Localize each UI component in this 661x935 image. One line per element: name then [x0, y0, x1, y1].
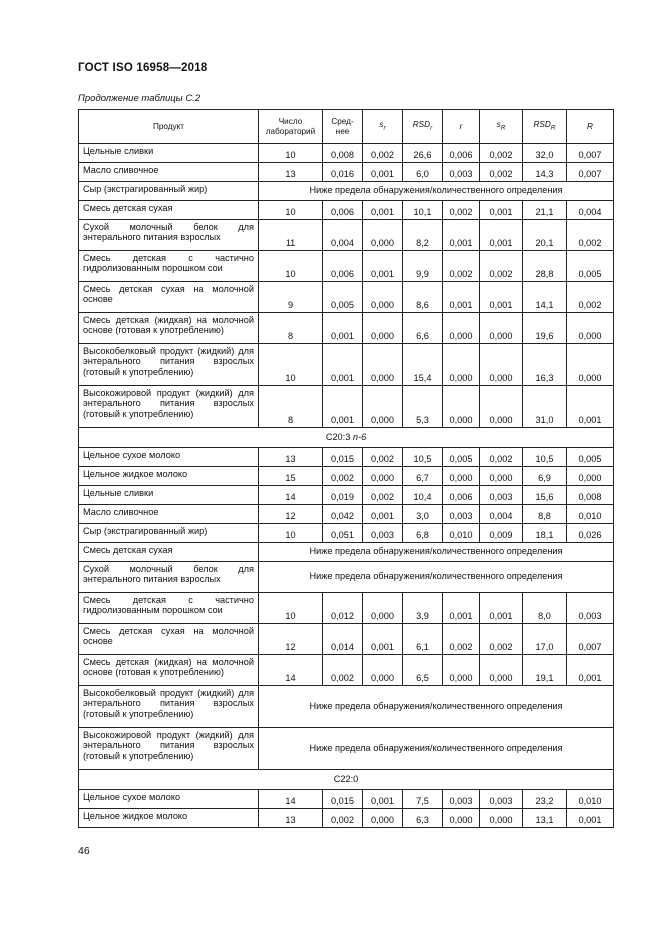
value-cell-sr: 0,002: [363, 486, 403, 505]
value-cell-r-small: 0,003: [443, 790, 480, 809]
below-detection-note: Ниже предела обнаружения/количественного определения: [259, 728, 614, 770]
value-cell-labs: 9: [259, 282, 323, 313]
value-cell-R-large: 0,002: [567, 282, 614, 313]
table-row: [79, 448, 614, 467]
table-row: [79, 809, 614, 828]
value-cell-labs: 8: [259, 313, 323, 344]
product-cell: Масло сливочное: [79, 163, 259, 182]
header-rsdr-base: RSD: [412, 120, 431, 130]
table-row: [79, 313, 614, 344]
section-row: [79, 770, 614, 790]
table-row: [79, 182, 614, 201]
product-cell: Высокобелковый продукт (жидкий) для энтерального питания взрослых (готовый к употреблению): [79, 344, 259, 386]
header-sR: [480, 110, 523, 144]
value-cell-rsdr: 6,8: [403, 524, 443, 543]
table-row: [79, 505, 614, 524]
value-cell-sr: 0,000: [363, 386, 403, 428]
header-R: R: [567, 110, 614, 144]
value-cell-r-small: 0,003: [443, 505, 480, 524]
value-cell-rsdr: 3,0: [403, 505, 443, 524]
value-cell-sr: 0,001: [363, 163, 403, 182]
product-cell: Высокожировой продукт (жидкий) для энтерального питания взрослых (готовый к употреблению): [79, 386, 259, 428]
value-cell-mean: 0,001: [323, 344, 363, 386]
table-row: [79, 163, 614, 182]
table-row: [79, 562, 614, 593]
value-cell-rsdR: 16,3: [523, 344, 567, 386]
value-cell-rsdr: 3,9: [403, 593, 443, 624]
value-cell-R-large: 0,005: [567, 251, 614, 282]
product-cell: Высокобелковый продукт (жидкий) для энтерального питания взрослых (готовый к употреблению): [79, 686, 259, 728]
value-cell-sr: 0,000: [363, 313, 403, 344]
value-cell-r-small: 0,000: [443, 386, 480, 428]
table-row: [79, 790, 614, 809]
product-cell: Высокожировой продукт (жидкий) для энтерального питания взрослых (готовый к употреблению): [79, 728, 259, 770]
value-cell-mean: 0,002: [323, 655, 363, 686]
value-cell-rsdr: 6,5: [403, 655, 443, 686]
value-cell-rsdR: 14,1: [523, 282, 567, 313]
value-cell-mean: 0,051: [323, 524, 363, 543]
table-caption: Продолжение таблицы С.2: [78, 93, 201, 104]
value-cell-sR: 0,000: [480, 313, 523, 344]
value-cell-sR: 0,002: [480, 144, 523, 163]
value-cell-mean: 0,006: [323, 201, 363, 220]
product-cell: Смесь детская сухая на молочной основе: [79, 282, 259, 313]
value-cell-rsdr: 6,7: [403, 467, 443, 486]
value-cell-rsdR: 18,1: [523, 524, 567, 543]
header-rsdr-sub: r: [430, 125, 433, 133]
header-rsdR: [523, 110, 567, 144]
product-cell: Сыр (экстрагированный жир): [79, 524, 259, 543]
value-cell-sr: 0,000: [363, 282, 403, 313]
value-cell-r-small: 0,001: [443, 220, 480, 251]
value-cell-rsdr: 10,1: [403, 201, 443, 220]
value-cell-sR: 0,000: [480, 809, 523, 828]
table-row: [79, 686, 614, 728]
table-row: [79, 282, 614, 313]
precision-table: [78, 109, 614, 828]
header-sr: [363, 110, 403, 144]
header-sR-sub: R: [500, 125, 506, 133]
value-cell-R-large: 0,007: [567, 624, 614, 655]
value-cell-r-small: 0,000: [443, 809, 480, 828]
product-cell: Смесь детская (жидкая) на молочной основе (готовая к употреблению): [79, 655, 259, 686]
value-cell-labs: 10: [259, 201, 323, 220]
value-cell-sR: 0,002: [480, 448, 523, 467]
value-cell-sR: 0,009: [480, 524, 523, 543]
value-cell-labs: 14: [259, 790, 323, 809]
value-cell-rsdr: 7,5: [403, 790, 443, 809]
value-cell-R-large: 0,026: [567, 524, 614, 543]
value-cell-rsdr: 9,9: [403, 251, 443, 282]
value-cell-mean: 0,042: [323, 505, 363, 524]
value-cell-rsdR: 21,1: [523, 201, 567, 220]
product-cell: Цельное жидкое молоко: [79, 467, 259, 486]
value-cell-sR: 0,002: [480, 163, 523, 182]
product-cell: Смесь детская с частично гидролизованным порошком сои: [79, 251, 259, 282]
value-cell-rsdR: 6,9: [523, 467, 567, 486]
value-cell-R-large: 0,007: [567, 144, 614, 163]
value-cell-sR: 0,004: [480, 505, 523, 524]
value-cell-labs: 14: [259, 655, 323, 686]
table-body: [79, 144, 614, 828]
product-cell: Масло сливочное: [79, 505, 259, 524]
value-cell-r-small: 0,002: [443, 624, 480, 655]
table-row: [79, 486, 614, 505]
below-detection-note: Ниже предела обнаружения/количественного определения: [259, 562, 614, 593]
value-cell-mean: 0,002: [323, 809, 363, 828]
value-cell-labs: 11: [259, 220, 323, 251]
value-cell-sR: 0,001: [480, 220, 523, 251]
table-row: [79, 624, 614, 655]
value-cell-sR: 0,000: [480, 467, 523, 486]
value-cell-r-small: 0,002: [443, 251, 480, 282]
value-cell-mean: 0,001: [323, 313, 363, 344]
value-cell-rsdR: 19,1: [523, 655, 567, 686]
value-cell-r-small: 0,001: [443, 593, 480, 624]
table-row: [79, 386, 614, 428]
header-sr-sub: r: [383, 125, 386, 133]
table-row: [79, 344, 614, 386]
table-row: [79, 728, 614, 770]
value-cell-rsdR: 17,0: [523, 624, 567, 655]
value-cell-sR: 0,003: [480, 486, 523, 505]
value-cell-mean: 0,015: [323, 448, 363, 467]
value-cell-rsdr: 15,4: [403, 344, 443, 386]
product-cell: Смесь детская сухая на молочной основе: [79, 624, 259, 655]
value-cell-rsdR: 20,1: [523, 220, 567, 251]
value-cell-R-large: 0,000: [567, 467, 614, 486]
value-cell-R-large: 0,010: [567, 505, 614, 524]
value-cell-R-large: 0,008: [567, 486, 614, 505]
value-cell-mean: 0,008: [323, 144, 363, 163]
value-cell-sr: 0,000: [363, 809, 403, 828]
value-cell-rsdr: 26,6: [403, 144, 443, 163]
value-cell-R-large: 0,007: [567, 163, 614, 182]
value-cell-mean: 0,014: [323, 624, 363, 655]
below-detection-note: Ниже предела обнаружения/количественного определения: [259, 686, 614, 728]
value-cell-r-small: 0,001: [443, 282, 480, 313]
value-cell-r-small: 0,005: [443, 448, 480, 467]
value-cell-mean: 0,015: [323, 790, 363, 809]
value-cell-sr: 0,000: [363, 593, 403, 624]
value-cell-sR: 0,002: [480, 624, 523, 655]
value-cell-r-small: 0,000: [443, 344, 480, 386]
value-cell-sR: 0,000: [480, 386, 523, 428]
product-cell: Цельное сухое молоко: [79, 448, 259, 467]
section-label-main: C20:3: [325, 431, 351, 442]
value-cell-labs: 13: [259, 163, 323, 182]
header-product: Продукт: [79, 110, 259, 144]
value-cell-rsdr: 6,6: [403, 313, 443, 344]
value-cell-rsdr: 10,4: [403, 486, 443, 505]
header-sR-base: s: [496, 120, 501, 130]
value-cell-sr: 0,000: [363, 467, 403, 486]
value-cell-R-large: 0,000: [567, 313, 614, 344]
value-cell-sr: 0,000: [363, 220, 403, 251]
table-header-row: [79, 110, 614, 144]
header-sr-base: s: [379, 120, 384, 130]
value-cell-sR: 0,001: [480, 201, 523, 220]
product-cell: Смесь детская сухая: [79, 201, 259, 220]
value-cell-rsdR: 8,0: [523, 593, 567, 624]
value-cell-R-large: 0,001: [567, 809, 614, 828]
table-row: [79, 251, 614, 282]
value-cell-labs: 13: [259, 448, 323, 467]
value-cell-r-small: 0,006: [443, 144, 480, 163]
value-cell-rsdR: 8,8: [523, 505, 567, 524]
value-cell-rsdR: 19,6: [523, 313, 567, 344]
value-cell-labs: 10: [259, 144, 323, 163]
value-cell-labs: 10: [259, 251, 323, 282]
value-cell-labs: 13: [259, 809, 323, 828]
section-label-italic: n-6: [352, 431, 367, 442]
header-rsdr: [403, 110, 443, 144]
value-cell-sr: 0,001: [363, 624, 403, 655]
value-cell-labs: 12: [259, 624, 323, 655]
value-cell-labs: 14: [259, 486, 323, 505]
value-cell-rsdR: 14,3: [523, 163, 567, 182]
value-cell-sR: 0,001: [480, 282, 523, 313]
value-cell-R-large: 0,001: [567, 655, 614, 686]
value-cell-labs: 10: [259, 593, 323, 624]
value-cell-mean: 0,012: [323, 593, 363, 624]
value-cell-rsdR: 15,6: [523, 486, 567, 505]
table-row: [79, 524, 614, 543]
product-cell: Цельные сливки: [79, 486, 259, 505]
value-cell-rsdR: 32,0: [523, 144, 567, 163]
value-cell-sR: 0,000: [480, 655, 523, 686]
product-cell: Цельное сухое молоко: [79, 790, 259, 809]
table-row: [79, 201, 614, 220]
value-cell-rsdr: 8,2: [403, 220, 443, 251]
value-cell-rsdr: 6,0: [403, 163, 443, 182]
document-header: ГОСТ ISO 16958—2018: [78, 62, 208, 74]
value-cell-labs: 10: [259, 344, 323, 386]
value-cell-r-small: 0,006: [443, 486, 480, 505]
value-cell-labs: 12: [259, 505, 323, 524]
value-cell-sR: 0,001: [480, 593, 523, 624]
value-cell-mean: 0,005: [323, 282, 363, 313]
value-cell-sr: 0,002: [363, 448, 403, 467]
value-cell-R-large: 0,004: [567, 201, 614, 220]
table-row: [79, 593, 614, 624]
value-cell-R-large: 0,002: [567, 220, 614, 251]
value-cell-R-large: 0,005: [567, 448, 614, 467]
value-cell-sr: 0,000: [363, 344, 403, 386]
value-cell-mean: 0,001: [323, 386, 363, 428]
section-row: [79, 428, 614, 448]
value-cell-mean: 0,002: [323, 467, 363, 486]
value-cell-r-small: 0,000: [443, 655, 480, 686]
value-cell-sR: 0,003: [480, 790, 523, 809]
value-cell-rsdr: 6,3: [403, 809, 443, 828]
below-detection-note: Ниже предела обнаружения/количественного определения: [259, 182, 614, 201]
value-cell-R-large: 0,010: [567, 790, 614, 809]
value-cell-mean: 0,019: [323, 486, 363, 505]
value-cell-mean: 0,006: [323, 251, 363, 282]
product-cell: Цельные сливки: [79, 144, 259, 163]
value-cell-rsdR: 28,8: [523, 251, 567, 282]
value-cell-sr: 0,001: [363, 790, 403, 809]
product-cell: Сыр (экстрагированный жир): [79, 182, 259, 201]
value-cell-labs: 8: [259, 386, 323, 428]
section-label-main: C22:0: [333, 773, 359, 784]
value-cell-sr: 0,000: [363, 655, 403, 686]
value-cell-R-large: 0,003: [567, 593, 614, 624]
value-cell-sR: 0,002: [480, 251, 523, 282]
table-row: [79, 220, 614, 251]
value-cell-R-large: 0,000: [567, 344, 614, 386]
product-cell: Смесь детская с частично гидролизованным порошком сои: [79, 593, 259, 624]
header-rsdR-sub: R: [550, 125, 556, 133]
value-cell-sr: 0,001: [363, 251, 403, 282]
section-label: [79, 770, 614, 790]
value-cell-r-small: 0,003: [443, 163, 480, 182]
value-cell-sr: 0,001: [363, 201, 403, 220]
product-cell: Сухой молочный белок для энтерального питания взрослых: [79, 220, 259, 251]
table-row: [79, 467, 614, 486]
product-cell: Цельное жидкое молоко: [79, 809, 259, 828]
table-row: [79, 543, 614, 562]
value-cell-rsdr: 8,6: [403, 282, 443, 313]
value-cell-mean: 0,016: [323, 163, 363, 182]
product-cell: Сухой молочный белок для энтерального питания взрослых: [79, 562, 259, 593]
value-cell-sr: 0,003: [363, 524, 403, 543]
value-cell-R-large: 0,001: [567, 386, 614, 428]
value-cell-sR: 0,000: [480, 344, 523, 386]
value-cell-rsdR: 10,5: [523, 448, 567, 467]
header-mean: Сред-нее: [323, 110, 363, 144]
value-cell-sr: 0,002: [363, 144, 403, 163]
value-cell-labs: 10: [259, 524, 323, 543]
value-cell-r-small: 0,000: [443, 467, 480, 486]
product-cell: Смесь детская сухая: [79, 543, 259, 562]
value-cell-rsdr: 10,5: [403, 448, 443, 467]
page-number: 46: [78, 845, 90, 857]
value-cell-sr: 0,001: [363, 505, 403, 524]
section-label: [79, 428, 614, 448]
value-cell-rsdr: 5,3: [403, 386, 443, 428]
value-cell-rsdR: 23,2: [523, 790, 567, 809]
value-cell-rsdR: 31,0: [523, 386, 567, 428]
table-row: [79, 144, 614, 163]
table-row: [79, 655, 614, 686]
below-detection-note: Ниже предела обнаружения/количественного определения: [259, 543, 614, 562]
value-cell-r-small: 0,010: [443, 524, 480, 543]
product-cell: Смесь детская (жидкая) на молочной основе (готовая к употреблению): [79, 313, 259, 344]
value-cell-r-small: 0,000: [443, 313, 480, 344]
header-rsdR-base: RSD: [533, 120, 551, 130]
value-cell-rsdr: 6,1: [403, 624, 443, 655]
value-cell-rsdR: 13,1: [523, 809, 567, 828]
header-r: r: [443, 110, 480, 144]
value-cell-labs: 15: [259, 467, 323, 486]
value-cell-r-small: 0,002: [443, 201, 480, 220]
header-labs: Число лабораторий: [259, 110, 323, 144]
value-cell-mean: 0,004: [323, 220, 363, 251]
